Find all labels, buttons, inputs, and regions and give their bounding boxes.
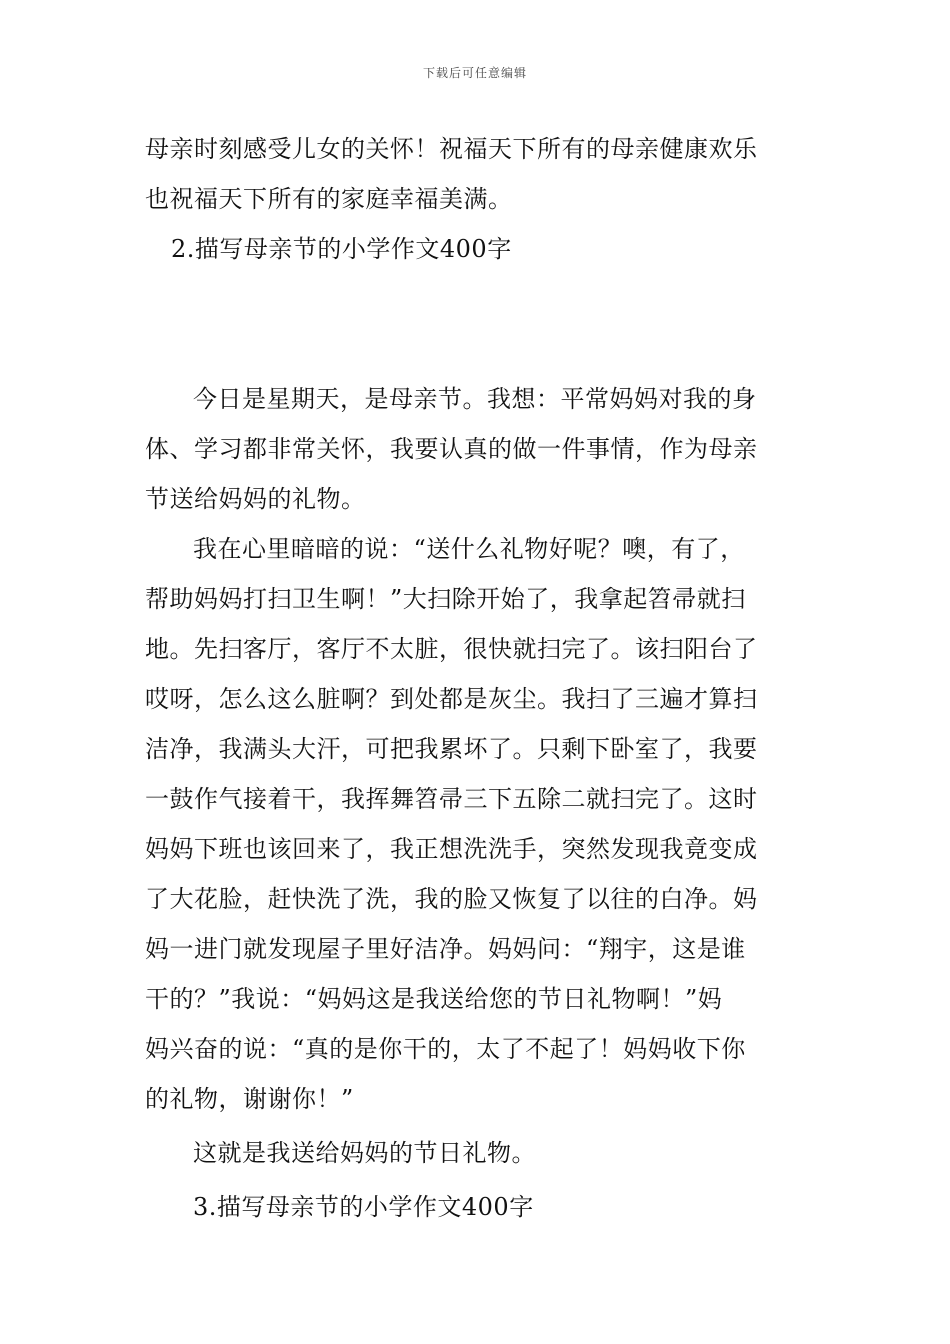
para1-line-2: 体、学习都非常关怀，我要认真的做一件事情，作为母亲 [145,435,758,463]
para2-line-4: 哎呀，怎么这么脏啊？到处都是灰尘。我扫了三遍才算扫 [145,685,758,713]
para2-line-11: 妈兴奋的说：“真的是你干的，太了不起了！妈妈收下你 [145,1035,746,1063]
para1-line-1: 今日是星期天，是母亲节。我想：平常妈妈对我的身 [193,385,757,413]
section-heading-3: 3.描写母亲节的小学作文400字 [193,1193,534,1221]
para2-line-9: 妈一进门就发现屋子里好洁净。妈妈问：“翔宇，这是谁 [145,935,746,963]
intro-line-1: 母亲时刻感受儿女的关怀！祝福天下所有的母亲健康欢乐 [145,135,758,163]
para2-line-1: 我在心里暗暗的说：“送什么礼物好呢？噢，有了， [193,535,745,563]
para2-line-8: 了大花脸，赶快洗了洗，我的脸又恢复了以往的白净。妈 [145,885,758,913]
paragraph-gap [145,274,807,374]
para2-line-3: 地。先扫客厅，客厅不太脏，很快就扫完了。该扫阳台了 [145,635,758,663]
section-heading-2: 2.描写母亲节的小学作文400字 [171,235,512,263]
para2-line-5: 洁净，我满头大汗，可把我累坏了。只剩下卧室了，我要 [145,735,758,763]
para2-line-2: 帮助妈妈打扫卫生啊！”大扫除开始了，我拿起笤帚就扫 [145,585,746,613]
page-header-note: 下载后可任意编辑 [422,66,527,80]
para2-line-6: 一鼓作气接着干，我挥舞笤帚三下五除二就扫完了。这时 [145,785,758,813]
para1-line-3: 节送给妈妈的礼物。 [145,485,366,513]
para2-line-12: 的礼物，谢谢你！” [145,1085,354,1113]
para3-line: 这就是我送给妈妈的节日礼物。 [193,1139,536,1167]
intro-line-2: 也祝福天下所有的家庭幸福美满。 [145,185,513,213]
para2-line-10: 干的？”我说：“妈妈这是我送给您的节日礼物啊！”妈 [145,985,723,1013]
para2-line-7: 妈妈下班也该回来了，我正想洗洗手，突然发现我竟变成 [145,835,758,863]
document-body [145,124,807,1232]
